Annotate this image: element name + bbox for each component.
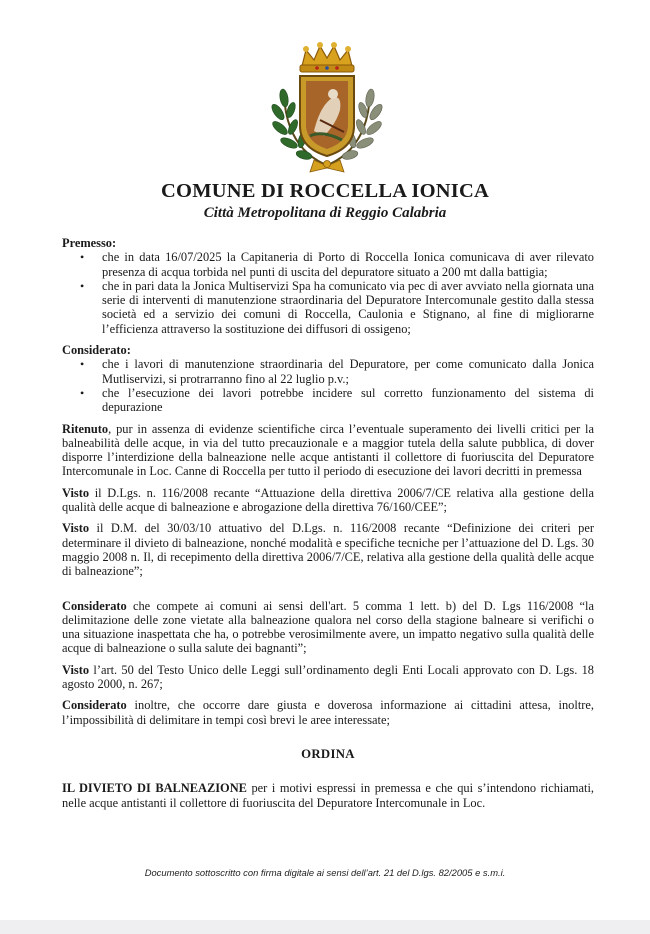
visto-dm-paragraph xyxy=(62,521,594,578)
considerato-list xyxy=(62,357,594,414)
paragraph-text: , pur in assenza di evidenze scientifiche circa l’eventuale superamento dei livelli critici per la balneabilità delle acque, in via del tutto precauzionale e a maggior tutela della salute pubblica, di dover disporre l’interdizione della balneazione nelle acque antistanti il collettore di fuoriuscita del Depuratore Intercomunale in Loc. Canne di Roccella per tutto il periodo di esecuzione dei lavori decritti in premessa xyxy=(62,421,594,479)
paragraph-text: inoltre, che occorre dare giusta e doverosa informazione ai cittadini attesa, inoltre, l’impossibilità di delimitare in tempi così brevi le aree interessate; xyxy=(62,698,594,727)
list-item: • che in data 16/07/2025 la Capitaneria di Porto di Roccella Ionica comunicava di aver rilevato presenza di acqua torbida nel punti di uscita del depuratore situato a 200 mt dalla battigia; xyxy=(102,250,594,279)
list-item: • che l’esecuzione dei lavori potrebbe incidere sul corretto funzionamento del sistema di depurazione xyxy=(102,386,594,415)
paragraph-lead: Considerato xyxy=(62,598,127,613)
list-item: • che i lavori di manutenzione straordinaria del Depuratore, per come comunicato dalla Jonica Mutliservizi, si protrarranno fino al 22 luglio p.v.; xyxy=(102,357,594,386)
metropolitan-city-subtitle: Città Metropolitana di Reggio Calabria xyxy=(203,205,447,221)
ritenuto-paragraph xyxy=(62,422,594,479)
paragraph-lead: Visto xyxy=(62,662,90,677)
ordina-paragraph xyxy=(62,781,594,810)
crown-icon xyxy=(300,42,354,72)
ribbon-icon xyxy=(310,160,344,172)
paragraph-lead: Ritenuto xyxy=(62,421,109,436)
considerato-competenza-paragraph xyxy=(62,599,594,656)
paragraph-text: che compete ai comuni ai sensi dell'art. 5 comma 1 lett. b) del D. Lgs 116/2008 “la delimitazione delle zone vietate alla balneazione qualora nel corso della stagione balneare si verifichi o una situazione inaspettata che ha, o potrebbe verosimilmente avere, un impatto negativo sulla qualità delle acque di balneazione o sulla salute dei bagnanti”; xyxy=(62,598,594,656)
coat-of-arms-emblem xyxy=(262,36,392,176)
ordina-lead: IL DIVIETO DI BALNEAZIONE xyxy=(62,781,247,796)
paragraph-text: il D.Lgs. n. 116/2008 recante “Attuazione della direttiva 2006/7/CE relativa alla gestione della qualità delle acque di balneazione e abrogazione della direttiva 76/160/CEE”; xyxy=(62,485,594,515)
paragraph-lead: Visto xyxy=(62,521,90,536)
ordina-heading: ORDINA xyxy=(301,746,355,761)
paragraph-lead: Considerato xyxy=(62,698,127,713)
visto-dlgs-paragraph xyxy=(62,486,594,515)
bottom-bar xyxy=(0,920,650,934)
paragraph-lead: Visto xyxy=(62,485,90,500)
premesso-heading: Premesso: xyxy=(62,236,117,250)
paragraph-text: il D.M. del 30/03/10 attuativo del D.Lgs. n. 116/2008 recante “Definizione dei criteri per determinare il divieto di balneazione, nonché modalità e specifiche tecniche per l’attuazione del D. Lgs. 30 maggio 2008 n. Il, di recepimento della direttiva 2006/7/CE, relativa alla gestione della qualità delle acque di balneazione”; xyxy=(62,521,594,579)
municipality-title: COMUNE DI ROCCELLA IONICA xyxy=(161,180,489,202)
shield-icon xyxy=(300,76,354,156)
considerato-heading: Considerato: xyxy=(62,343,131,358)
ordina-text: per i motivi espressi in premessa e che qui s’intendono richiamati, nelle acque antistanti il collettore di fuoriuscita del Depuratore Intercomunale in Loc. xyxy=(62,781,594,810)
visto-tuel-paragraph xyxy=(62,663,594,692)
premesso-list xyxy=(62,250,594,336)
list-item: • che in pari data la Jonica Multiservizi Spa ha comunicato via pec di aver avviato nella giornata una serie di interventi di manutenzione straordinaria del Depuratore Intercomunale gestito dalla stessa società ed a servizio dei comuni di Roccella, Caulonia e Stignano, al fine di migliorarne l’efficienza attraverso la sostituzione dei diffusori di ossigeno; xyxy=(102,279,594,336)
considerato-informazione-paragraph xyxy=(62,698,594,727)
paragraph-text: l’art. 50 del Testo Unico delle Leggi sull’ordinamento degli Enti Locali approvato con D. Lgs. 18 agosto 2000, n. 267; xyxy=(62,662,594,692)
digital-signature-footer: Documento sottoscritto con firma digitale ai sensi dell’art. 21 del D.lgs. 82/2005 e s.m.i. xyxy=(144,867,506,878)
ordinance-body xyxy=(62,236,594,810)
